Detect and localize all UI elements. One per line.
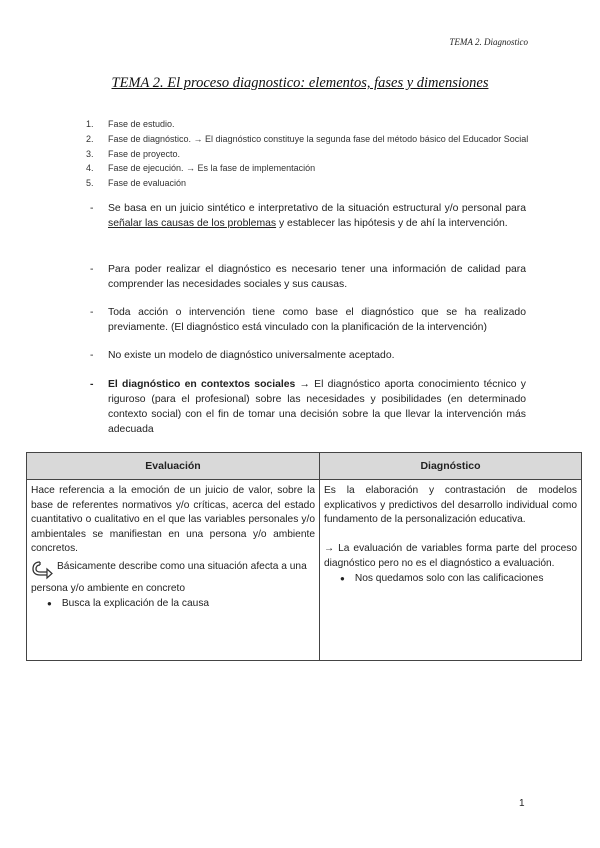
cell-paragraph: [31, 560, 315, 597]
curved-arrow-icon: [31, 560, 55, 582]
table-cell-diagnostico: [320, 480, 582, 661]
list-item-text: Fase de evaluación: [108, 178, 187, 189]
cell-bullet-item: [324, 572, 577, 587]
table-row: [27, 480, 582, 661]
list-item-text: Fase de proyecto.: [108, 148, 181, 159]
bullet-text: Para poder realizar el diagnóstico es necesario tener una información de calidad para comprender las necesidades sociales y sus causas.: [108, 264, 526, 290]
list-item-text: Fase de ejecución. → Es la fase de implementación: [108, 163, 316, 174]
bullet-item: [90, 348, 526, 363]
bold-phrase: El diagnóstico en contextos sociales: [108, 379, 296, 390]
bullet-dash: -: [90, 264, 94, 275]
bullet-text-part: y establecer las hipótesis y de ahí la intervención.: [276, 218, 508, 229]
cell-bullet-item: [31, 597, 315, 612]
bullet-text-part: → El diagnóstico aporta conocimiento técnico y riguroso (para el profesional) sobre las necesidades y posibilidades (en determinado contexto social) con el fin de tomar una decisión sobre la que llevar la intervención más adecuada: [108, 379, 526, 435]
bullet-item: [90, 377, 526, 437]
bullet-dash: -: [90, 379, 94, 390]
list-number: 1.: [86, 119, 94, 129]
table-header-row: [27, 453, 582, 480]
list-item: [86, 161, 528, 176]
bullet-item: [90, 305, 526, 335]
cell-paragraph: Hace referencia a la emoción de un juicio de valor, sobre la base de referentes normativos y/o críticas, acerca del estado cuantitativo o cualitativo en el que las variables personales y/o ambientales se manifiestan en una persona y/o ambiente concretos.: [31, 485, 315, 555]
cell-text: Básicamente describe como una situación afecta a una persona y/o ambiente en concreto: [31, 560, 307, 594]
list-item: [86, 117, 528, 132]
bullet-text: [108, 201, 526, 231]
list-item: [86, 147, 528, 162]
running-header: TEMA 2. Diagnostico: [449, 37, 528, 47]
list-item: [86, 132, 528, 147]
cell-paragraph: Es la elaboración y contrastación de modelos explicativos y predictivos del desarrollo individual como fundamento de la personalización educativa.: [324, 485, 577, 526]
comparison-table: [26, 452, 582, 661]
cell-bullet-text: Nos quedamos solo con las calificaciones: [354, 572, 544, 584]
bullet-text-part: Se basa en un juicio sintético e interpretativo de la situación estructural y/o personal para: [108, 203, 526, 214]
bullet-dash: -: [90, 203, 94, 214]
list-item-text: Fase de diagnóstico. → El diagnóstico constituye la segunda fase del método básico del Educador Social: [108, 133, 529, 144]
list-number: 5.: [86, 178, 94, 189]
column-header-evaluacion: Evaluación: [27, 453, 320, 480]
list-item-text: Fase de estudio.: [108, 119, 175, 129]
bullet-dash: -: [90, 350, 94, 361]
bullet-text: [108, 377, 526, 437]
list-number: 2.: [86, 133, 94, 144]
bullet-text: No existe un modelo de diagnóstico universalmente aceptado.: [108, 350, 395, 361]
bullet-dot-icon: ●: [47, 598, 52, 608]
bullet-item: [90, 262, 526, 292]
page-number: 1: [519, 798, 525, 809]
bullet-dash: -: [90, 307, 94, 318]
column-header-diagnostico: Diagnóstico: [320, 453, 582, 480]
table-cell-evaluacion: [27, 480, 320, 661]
underlined-phrase: señalar las causas de los problemas: [108, 218, 277, 229]
cell-bullet-text: Busca la explicación de la causa: [61, 597, 210, 609]
bullet-text: Toda acción o intervención tiene como base el diagnóstico que se ha realizado previamente. (El diagnóstico está vinculado con la planificación de la intervención): [108, 307, 526, 333]
list-number: 4.: [86, 163, 94, 174]
list-item: [86, 176, 528, 191]
list-number: 3.: [86, 148, 94, 159]
phases-list: [86, 117, 528, 191]
bullet-item: [90, 201, 526, 231]
bullet-dot-icon: ●: [340, 573, 345, 583]
cell-paragraph: → La evaluación de variables forma parte del proceso diagnóstico pero no es el diagnóstico a evaluación.: [324, 543, 577, 569]
page-title: TEMA 2. El proceso diagnostico: elementos, fases y dimensiones: [111, 75, 489, 91]
